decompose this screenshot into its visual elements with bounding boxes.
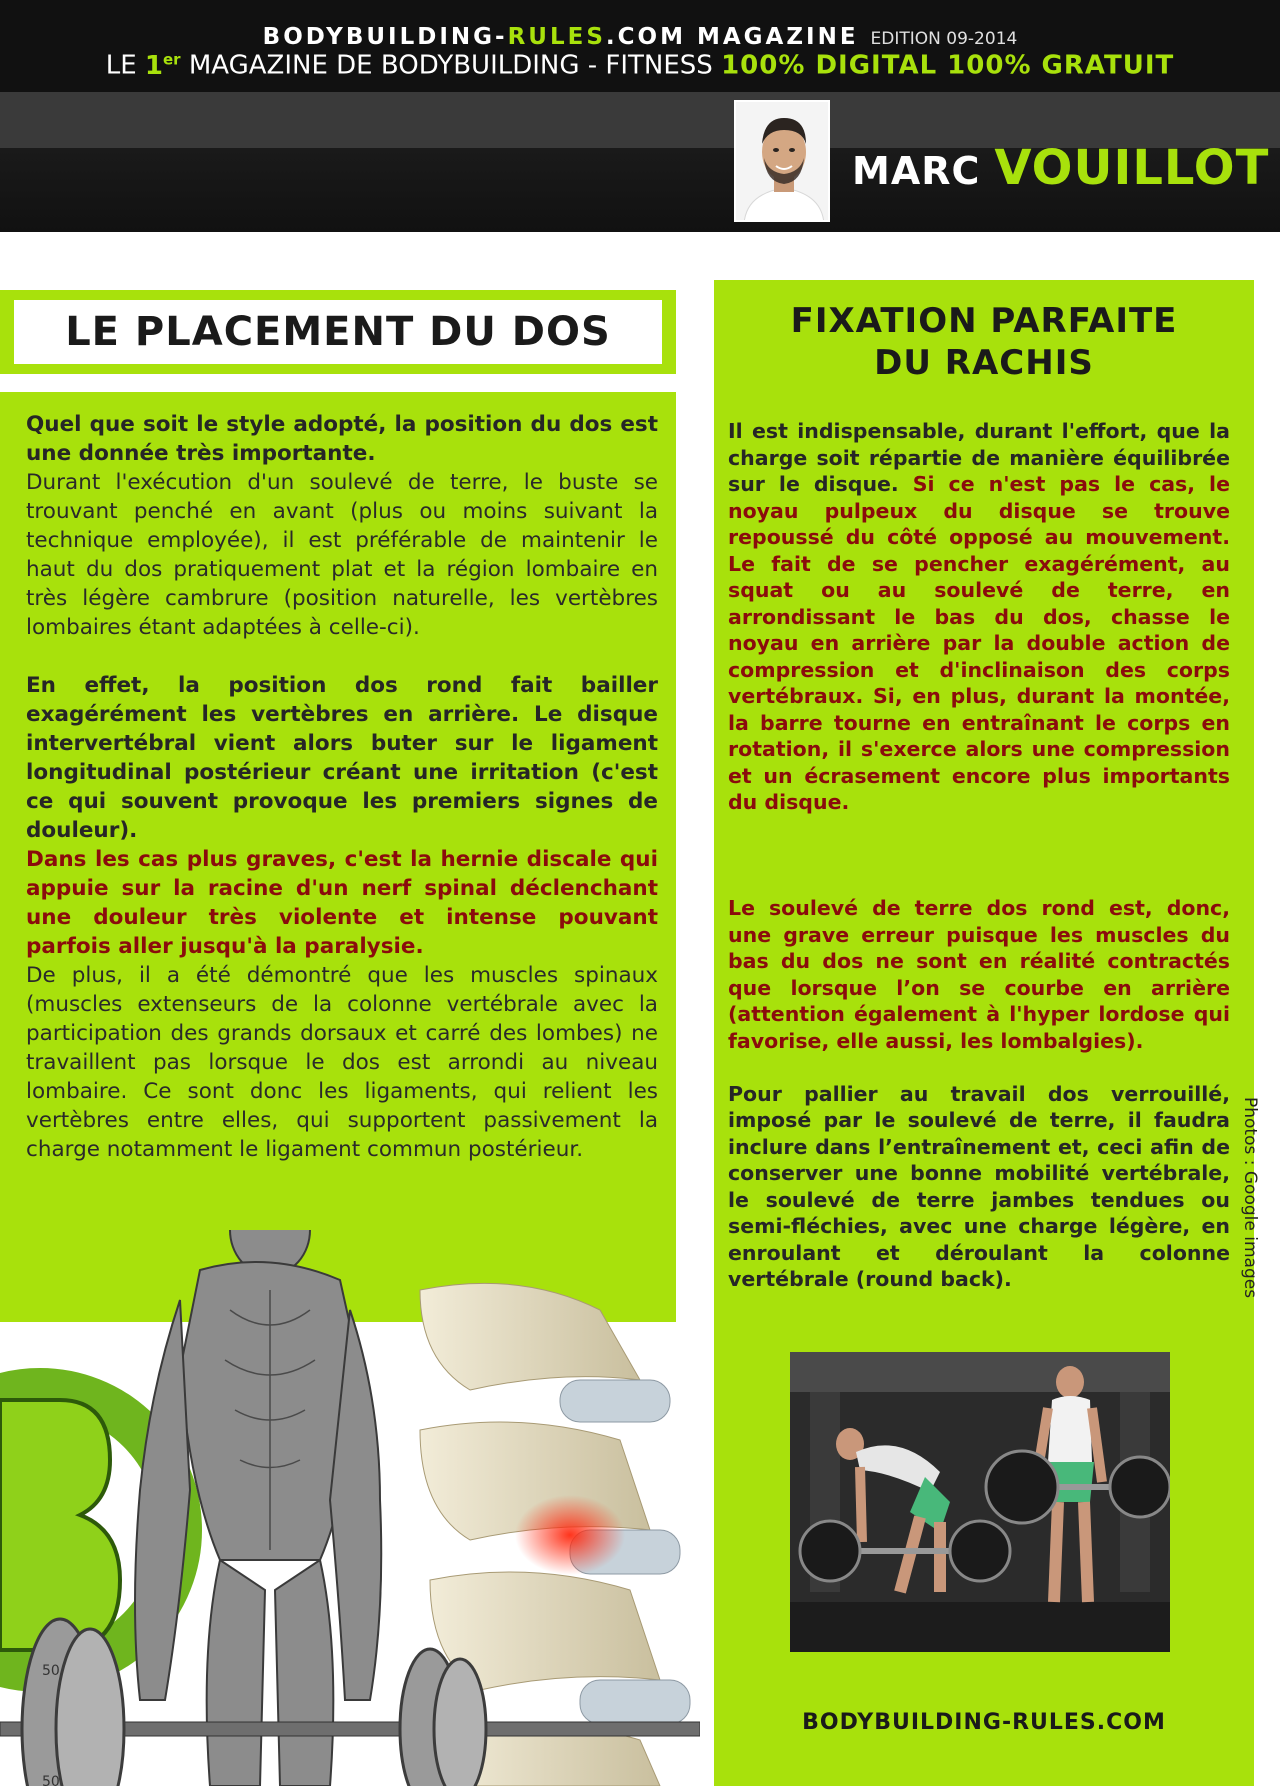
left-paragraph-1 [26,410,658,642]
right-title-line-1: FIXATION PARFAITE [790,301,1178,341]
deadlift-photo [790,1352,1170,1652]
author-name [852,140,1269,196]
tagline-highlight: 100% DIGITAL 100% GRATUIT [721,50,1175,81]
masthead-title [0,24,1280,50]
left-title-panel [14,300,662,364]
author-photo [734,100,830,222]
tagline-prefix: LE [105,50,145,81]
right-title-line-2: DU RACHIS [874,343,1094,383]
paragraph-spacer [728,842,1230,869]
footer-url: BODYBUILDING-RULES.COM [802,1710,1166,1735]
left-intro: Quel que soit le style adopté, la position du dos est une donnée très importante. [26,412,658,466]
left-p3-body: De plus, il a été démontré que les muscles spinaux (muscles extenseurs de la colonne vertébrale avec la participation des grands dorsaux et carré des lombes) ne travaillent pas lorsque le dos est arrondi au niveau lombaire. Ce sont donc les ligaments, qui relient les vertèbres entre elles, qui supportent passivement la charge notamment le ligament commun postérieur. [26,963,658,1162]
left-paragraph-2 [26,671,658,1164]
right-section-title [714,300,1254,384]
right-p3-dark: Pour pallier au travail dos verrouillé, imposé par le soulevé de terre, il faudra inclure dans l’entraînement et, ceci afin de conserver une bonne mobilité vertébrale, le soulevé de terre jambes tendues ou semi-fléchies, avec une charge légère, en enroulant et déroulant la colonne vertébrale (round back). [728,1081,1230,1291]
left-title-frame [0,290,676,374]
tagline-ordinal [145,51,181,81]
tagline-middle: MAGAZINE DE BODYBUILDING - FITNESS [180,50,722,81]
deadlift-photo-icon [790,1352,1170,1652]
left-section-title: LE PLACEMENT DU DOS [65,309,611,355]
author-portrait-icon [736,102,830,222]
brand-accent: RULES [507,24,606,50]
masthead-tagline [0,50,1280,81]
right-paragraph-3 [728,1081,1230,1293]
photo-credit: Photos : Google images [1240,1097,1260,1299]
ordinal-number: 1 [144,50,163,81]
right-paragraph-1 [728,418,1230,816]
right-article-text [728,418,1230,1293]
left-p2-warning: Dans les cas plus graves, c'est la hernie discale qui appuie sur la racine d'un nerf spinal déclenchant une douleur très violente et intense pouvant parfois aller jusqu'à la paralysie. [26,847,658,959]
right-p1-dark: Il est indispensable, durant l'effort, que la charge soit répartie de manière équilibrée sur le disque. [728,419,1230,496]
brand-suffix: .COM MAGAZINE [605,24,859,50]
author-first-name: MARC [852,149,981,193]
deadlift-anatomy-icon [0,1230,700,1786]
paragraph-spacer [26,642,658,671]
brand-prefix: BODYBUILDING- [262,24,508,50]
right-p1-red: Si ce n'est pas le cas, le noyau pulpeux du disque se trouve repoussé du côté opposé au mouvement. Le fait de se pencher exagérément, au squat ou au soulevé de terre, en arrondissant le bas du dos, chasse le noyau en arrière par la double action de compression et d'inclinaison des corps vertébraux. Si, en plus, durant la montée, la barre tourne en entraînant le corps en rotation, il s'exerce alors une compression et un écrasement encore plus importants du disque. [728,472,1230,814]
paragraph-spacer [728,816,1230,843]
left-p1-body: Durant l'exécution d'un soulevé de terre, le buste se trouvant penché en avant (plus ou moins suivant la technique employée), il est préférable de maintenir le haut du dos pratiquement plat et la région lombaire en très légère cambrure (position naturelle, les vertèbres lombaires étant adaptées à celle-ci). [26,470,658,640]
paragraph-spacer [728,1054,1230,1081]
author-last-name: VOUILLOT [994,140,1270,196]
paragraph-spacer [728,869,1230,896]
ordinal-suffix: er [163,50,181,68]
plate-label-bottom: 50 [42,1774,60,1786]
right-p2-red: Le soulevé de terre dos rond est, donc, une grave erreur puisque les muscles du bas du dos ne sont en réalité contractés que lorsque l’on se courbe en arrière (attention également à l'hyper lordose qui favorise, elle aussi, les lombalgies). [728,896,1230,1053]
edition-label: EDITION 09-2014 [870,29,1018,49]
left-article-text [26,410,658,1164]
plate-label-top: 50 [42,1663,60,1679]
left-p2-bold: En effet, la position dos rond fait bailler exagérément les vertèbres en arrière. Le disque intervertébral vient alors buter sur le ligament longitudinal postérieur créant une irritation (c'est ce qui souvent provoque les premiers signes de douleur). [26,673,658,843]
right-paragraph-2 [728,895,1230,1054]
anatomy-illustration [0,1230,700,1786]
